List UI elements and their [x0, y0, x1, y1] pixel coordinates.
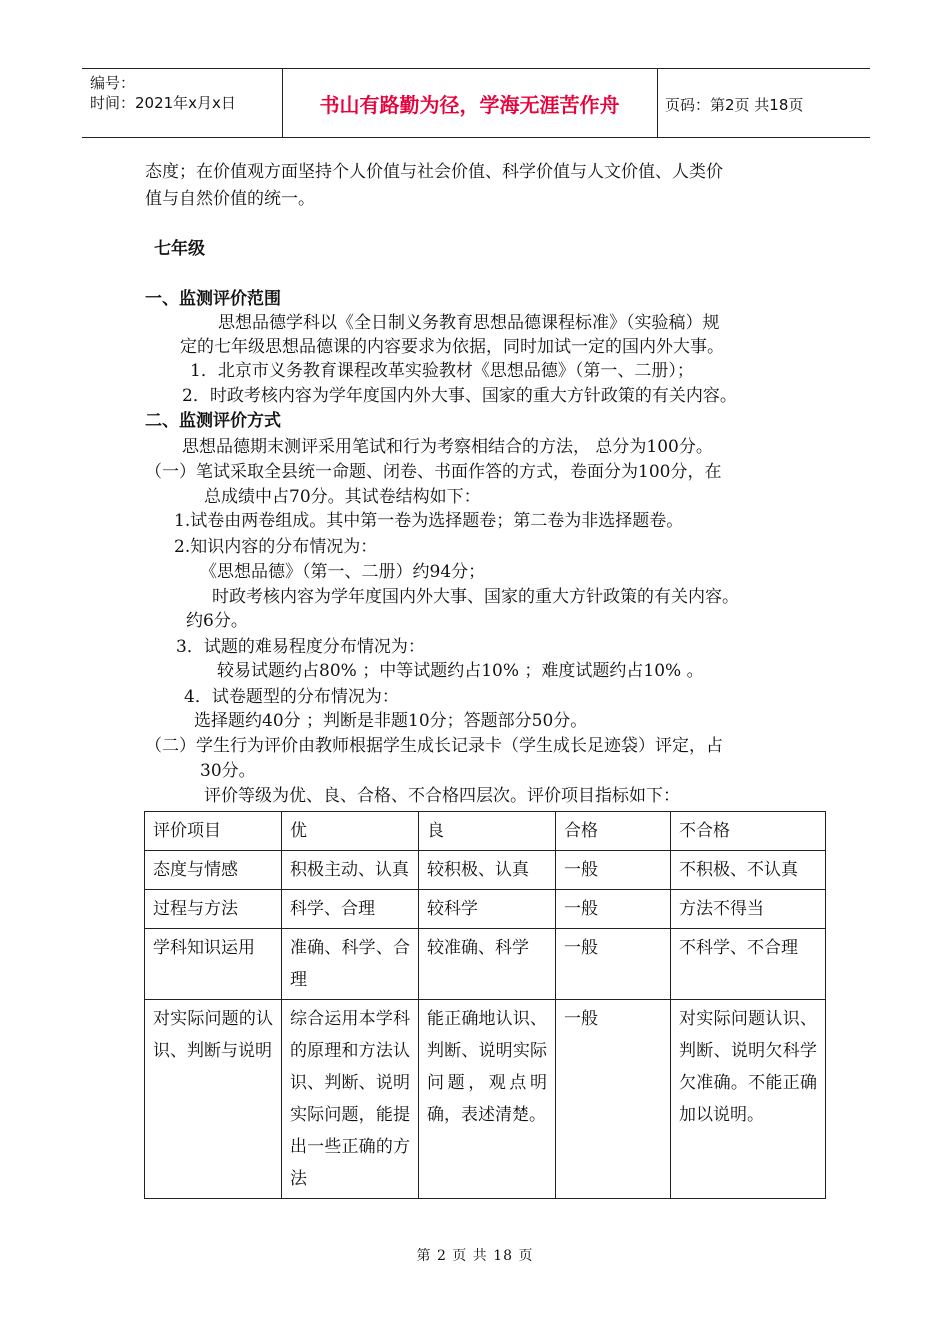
section-2-item: 3．试题的难易程度分布情况为： — [176, 637, 425, 657]
table-cell: 不积极、不认真 — [671, 851, 826, 890]
intro-line: 值与自然价值的统一。 — [145, 189, 315, 209]
table-cell: 科学、合理 — [282, 890, 419, 929]
header-meta — [90, 73, 236, 113]
table-cell: 方法不得当 — [671, 890, 826, 929]
table-header-cell: 良 — [419, 812, 556, 851]
section-2-subitem: 《思想品德》（第一、二册）约94分； — [200, 562, 486, 582]
table-header-cell: 不合格 — [671, 812, 826, 851]
table-cell: 一般 — [556, 1000, 671, 1199]
table-cell: 过程与方法 — [145, 890, 282, 929]
intro-line: 态度；在价值观方面坚持个人价值与社会价值、科学价值与人文价值、人类价 — [145, 162, 723, 182]
table-header-cell: 合格 — [556, 812, 671, 851]
table-header-row — [145, 812, 826, 851]
table-cell: 一般 — [556, 851, 671, 890]
grade-heading: 七年级 — [154, 239, 205, 259]
section-2-title: 二、监测评价方式 — [145, 411, 281, 431]
table-cell: 较积极、认真 — [419, 851, 556, 890]
section-1-paragraph: 思想品德学科以《全日制义务教育思想品德课程标准》（实验稿）规 — [218, 313, 720, 333]
table-cell: 积极主动、认真 — [282, 851, 419, 890]
table-cell: 对实际问题认识、判断、说明欠科学欠准确。不能正确加以说明。 — [671, 1000, 826, 1199]
table-cell: 准确、科学、合理 — [282, 929, 419, 1000]
section-2-paragraph: 思想品德期末测评采用笔试和行为考察相结合的方法， 总分为100分。 — [182, 437, 713, 457]
table-cell: 综合运用本学科的原理和方法认识、判断、说明实际问题，能提出一些正确的方法 — [282, 1000, 419, 1199]
section-2-subitem: 约6分。 — [186, 611, 248, 631]
table-cell: 较准确、科学 — [419, 929, 556, 1000]
header-divider — [657, 69, 658, 137]
section-2-item: 4．试卷题型的分布情况为： — [184, 687, 399, 707]
header-page-info: 页码：第2页 共18页 — [665, 96, 804, 114]
section-2-paragraph: 评价等级为优、良、合格、不合格四层次。评价项目指标如下： — [204, 786, 680, 806]
table-row — [145, 1000, 826, 1199]
page-footer: 第 2 页 共 18 页 — [416, 1248, 534, 1264]
section-2-part-b: 30分。 — [200, 761, 256, 781]
table-cell: 一般 — [556, 929, 671, 1000]
table-cell: 学科知识运用 — [145, 929, 282, 1000]
evaluation-table — [144, 811, 826, 1199]
table-cell: 不科学、不合理 — [671, 929, 826, 1000]
header-slogan: 书山有路勤为径，学海无涯苦作舟 — [319, 92, 620, 117]
time-label: 时间：2021年x月x日 — [90, 94, 236, 112]
section-2-subitem: 选择题约40分 ；判断是非题10分；答题部分50分。 — [194, 711, 588, 731]
section-2-subitem: 较易试题约占80% ；中等试题约占10% ；难度试题约占10% 。 — [217, 661, 704, 681]
table-row — [145, 851, 826, 890]
section-2-part-a: 总成绩中占70分。其试卷结构如下： — [204, 487, 481, 507]
section-2-part-b: （二）学生行为评价由教师根据学生成长记录卡（学生成长足迹袋）评定，占 — [145, 736, 723, 756]
table-cell: 能正确地认识、判断、说明实际问题，观点明确，表述清楚。 — [419, 1000, 556, 1199]
page-header — [82, 68, 870, 138]
table-cell: 一般 — [556, 890, 671, 929]
table-cell: 较科学 — [419, 890, 556, 929]
section-1-item: 2．时政考核内容为学年度国内外大事、国家的重大方针政策的有关内容。 — [182, 386, 737, 406]
section-1-title: 一、监测评价范围 — [145, 289, 281, 309]
table-cell: 态度与情感 — [145, 851, 282, 890]
section-1-item: 1．北京市义务教育课程改革实验教材《思想品德》（第一、二册）； — [190, 361, 694, 381]
code-label: 编号： — [90, 74, 136, 92]
section-2-subitem: 时政考核内容为学年度国内外大事、国家的重大方针政策的有关内容。 — [212, 587, 739, 607]
table-header-cell: 评价项目 — [145, 812, 282, 851]
section-2-item: 2.知识内容的分布情况为： — [174, 537, 378, 557]
section-1-paragraph: 定的七年级思想品德课的内容要求为依据，同时加试一定的国内外大事。 — [180, 337, 724, 357]
section-2-item: 1.试卷由两卷组成。其中第一卷为选择题卷；第二卷为非选择题卷。 — [174, 511, 684, 531]
table-row — [145, 929, 826, 1000]
table-cell: 对实际问题的认识、判断与说明 — [145, 1000, 282, 1199]
table-row — [145, 890, 826, 929]
section-2-part-a: （一）笔试采取全县统一命题、闭卷、书面作答的方式，卷面分为100分，在 — [145, 462, 722, 482]
table-header-cell: 优 — [282, 812, 419, 851]
